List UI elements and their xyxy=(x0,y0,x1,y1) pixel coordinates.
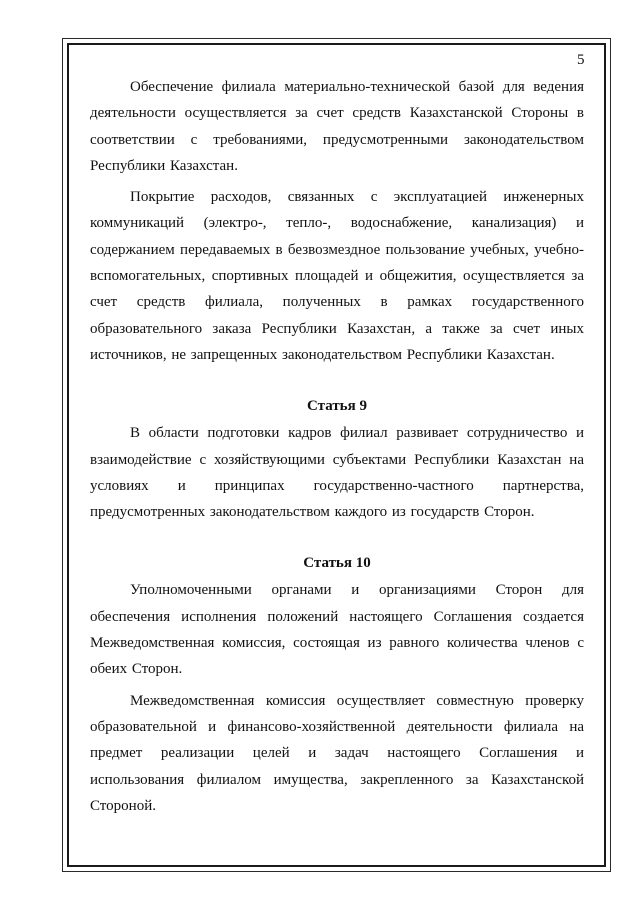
section-spacer xyxy=(90,525,584,551)
document-body xyxy=(90,74,584,819)
paragraph-material-base: Обеспечение филиала материально-технической базой для ведения деятельности осуществляется за счет средств Казахстанской Стороны в соответствии с требованиями, предусмотренными законодательством Республики Казахстан. xyxy=(90,79,584,174)
article-10-heading: Статья 10 xyxy=(303,555,371,572)
article-9-heading: Статья 9 xyxy=(307,398,367,415)
paragraph-personnel-training: В области подготовки кадров филиал развивает сотрудничество и взаимодействие с хозяйствующими субъектами Республики Казахстан на условиях и принципах государственно-частного партнерства, предусмотренных законодательством каждого из государств Сторон. xyxy=(90,425,584,521)
paragraph-commission-audit: Межведомственная комиссия осуществляет совместную проверку образовательной и финансово-хозяйственной деятельности филиала на предмет реализации целей и задач настоящего Соглашения и использования филиалом имущества, закрепленного за Казахстанской Стороной. xyxy=(90,692,584,814)
paragraph-commission-creation: Уполномоченными органами и организациями Сторон для обеспечения исполнения положений настоящего Соглашения создается Межведомственная комиссия, состоящая из равного количества членов с обеих Сторон. xyxy=(90,582,584,678)
section-spacer xyxy=(90,368,584,394)
paragraph-expense-coverage: Покрытие расходов, связанных с эксплуатацией инженерных коммуникаций (электро-, тепло-, водоснабжение, канализация) и содержанием передаваемых в безвозмездное пользование учебных, учебно-вспомогательных, спортивных площадей и общежития, осуществляется за счет средств филиала, полученных в рамках государственного образовательного заказа Республики Казахстан, а также за счет иных источников, не запрещенных законодательством Республики Казахстан. xyxy=(90,189,584,363)
page-number: 5 xyxy=(577,52,585,68)
